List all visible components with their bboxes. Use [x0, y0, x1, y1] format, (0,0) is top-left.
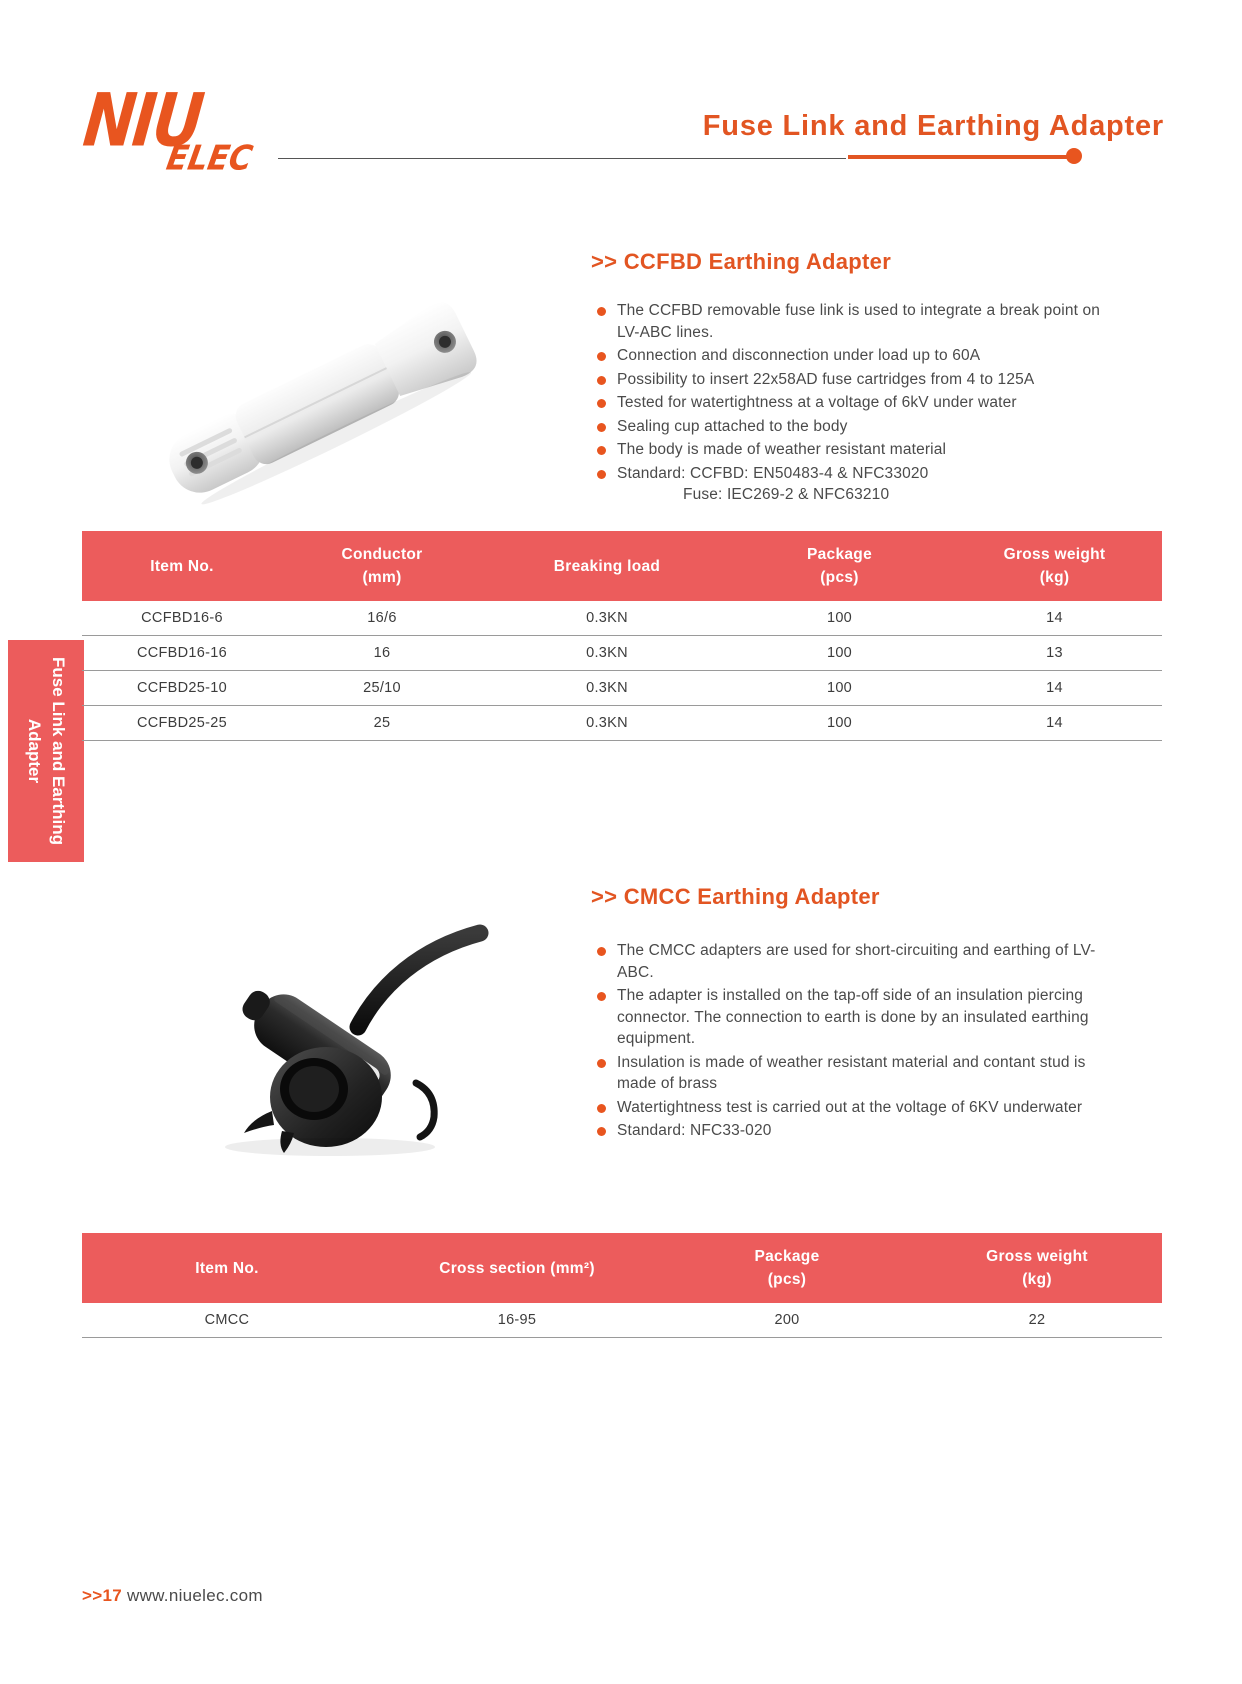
bullet-item [595, 463, 1105, 506]
header-line-1: Package [806, 546, 872, 563]
bullet-text: Tested for watertightness at a voltage of 6kV under water [617, 394, 1017, 411]
website-url: www.niuelec.com [127, 1586, 263, 1605]
bullet-text: The CCFBD removable fuse link is used to integrate a break point on LV-ABC lines. [617, 302, 1101, 341]
header-line-1: Item No. [150, 557, 214, 575]
bullet-text: Watertightness test is carried out at the voltage of 6KV underwater [617, 1098, 1083, 1116]
product-image-ccfbd-earthing-adapter [110, 290, 530, 520]
table-cell: CCFBD25-25 [82, 706, 282, 741]
table-cell: CCFBD16-6 [82, 601, 282, 636]
bullet-text: Standard: NFC33-020 [617, 1122, 772, 1139]
table-row [82, 706, 1162, 741]
header-line-2: (pcs) [767, 1271, 807, 1288]
table-cell: 0.3KN [482, 601, 732, 636]
table-cell: 16/6 [282, 601, 482, 636]
table-header-cell [662, 1233, 912, 1303]
bullet-text: The adapter is installed on the tap-off side of an insulation piercing connector. The connection to earth is done by an insulated earthing equipment. [617, 987, 1089, 1047]
table-cell: 16 [282, 636, 482, 671]
bullet-item [595, 392, 1105, 414]
table-cell: 0.3KN [482, 636, 732, 671]
table-header-row [82, 531, 1162, 601]
product-image-cmcc-earthing-adapter [130, 915, 530, 1160]
bullet-text: Standard: CCFBD: EN50483-4 & NFC33020 [617, 464, 929, 482]
company-logo [79, 76, 288, 179]
section-heading-cmcc: >> CMCC Earthing Adapter [591, 884, 880, 909]
bullet-item [595, 300, 1105, 343]
header-line-1: Breaking load [553, 557, 661, 575]
header-dot-icon [1066, 148, 1082, 164]
table-header-cell [482, 531, 732, 601]
section-heading-ccfbd: >> CCFBD Earthing Adapter [591, 249, 892, 274]
table-row [82, 636, 1162, 671]
header-divider-gray [278, 158, 846, 159]
table-header-cell [912, 1233, 1162, 1303]
header-line-1: Package [754, 1248, 820, 1265]
header-line-2: (pcs) [820, 569, 859, 586]
table-row [82, 1303, 1162, 1338]
bullet-dot-icon [597, 1127, 606, 1136]
bullet-text: Sealing cup attached to the body [617, 417, 848, 435]
page-number: >>17 [82, 1586, 122, 1605]
bullet-item [595, 1052, 1105, 1095]
table-cell: 200 [662, 1303, 912, 1338]
page-title: Fuse Link and Earthing Adapter [702, 110, 1164, 142]
bullet-list-ccfbd [595, 300, 1105, 508]
header-line-2: (mm) [362, 569, 402, 586]
table-cell: 22 [912, 1303, 1162, 1338]
bullet-text: Connection and disconnection under load up to 60A [617, 347, 981, 364]
table-cell: 0.3KN [482, 671, 732, 706]
header-line-2: (kg) [1039, 569, 1070, 586]
table-cell: 100 [732, 671, 947, 706]
table-cell: 25/10 [282, 671, 482, 706]
table-cell: 25 [282, 706, 482, 741]
bullet-text: Insulation is made of weather resistant material and contant stud is made of brass [617, 1053, 1086, 1092]
header-line-1: Conductor [341, 546, 423, 563]
page-header [0, 0, 1242, 190]
bullet-list-cmcc [595, 940, 1105, 1144]
side-tab-label: Fuse Link and Earthing Adapter [25, 657, 68, 845]
bullet-item [595, 369, 1105, 391]
header-line-1: Item No. [195, 1259, 259, 1277]
bullet-item [595, 1120, 1105, 1142]
table-cell: 0.3KN [482, 706, 732, 741]
table-cell: 14 [947, 671, 1162, 706]
bullet-dot-icon [597, 376, 606, 385]
bullet-item [595, 439, 1105, 461]
table-header-cell [82, 531, 282, 601]
table-cell: 13 [947, 636, 1162, 671]
bullet-text: Possibility to insert 22x58AD fuse cartridges from 4 to 125A [617, 370, 1035, 388]
bullet-item [595, 940, 1105, 983]
bullet-dot-icon [597, 470, 606, 479]
bullet-item [595, 1097, 1105, 1119]
bullet-dot-icon [597, 446, 606, 455]
table-cell: 14 [947, 706, 1162, 741]
header-line-1: Cross section (mm²) [439, 1259, 595, 1277]
bullet-dot-icon [597, 1104, 606, 1113]
bullet-item [595, 985, 1105, 1050]
bullet-dot-icon [597, 352, 606, 361]
page-footer [82, 1586, 263, 1606]
logo-secondary-text: ELEC [163, 138, 256, 179]
header-line-1: Gross weight [986, 1248, 1088, 1265]
table-cell: CCFBD16-16 [82, 636, 282, 671]
side-tab-fuse-link-and-earthing-adapter [8, 640, 84, 862]
bullet-subtext: Fuse: IEC269-2 & NFC63210 [683, 486, 890, 503]
specs-table-ccfbd [82, 531, 1162, 741]
table-header-cell [947, 531, 1162, 601]
header-line-2: (kg) [1022, 1271, 1052, 1288]
specs-table-cmcc [82, 1233, 1162, 1338]
table-cell: 100 [732, 601, 947, 636]
bullet-dot-icon [597, 947, 606, 956]
bullet-item [595, 416, 1105, 438]
bullet-dot-icon [597, 307, 606, 316]
table-header-cell [282, 531, 482, 601]
header-line-1: Gross weight [1003, 546, 1106, 563]
bullet-dot-icon [597, 1059, 606, 1068]
table-header-cell [82, 1233, 372, 1303]
table-cell: 16-95 [372, 1303, 662, 1338]
bullet-text: The body is made of weather resistant material [617, 441, 947, 458]
table-header-cell [372, 1233, 662, 1303]
bullet-dot-icon [597, 423, 606, 432]
table-cell: CCFBD25-10 [82, 671, 282, 706]
logo-primary-text: NIU [79, 76, 206, 164]
table-cell: CMCC [82, 1303, 372, 1338]
bullet-dot-icon [597, 399, 606, 408]
header-divider-orange [848, 155, 1070, 159]
table-cell: 14 [947, 601, 1162, 636]
bullet-dot-icon [597, 992, 606, 1001]
table-header-cell [732, 531, 947, 601]
table-cell: 100 [732, 636, 947, 671]
table-cell: 100 [732, 706, 947, 741]
table-row [82, 601, 1162, 636]
table-row [82, 671, 1162, 706]
bullet-text: The CMCC adapters are used for short-circuiting and earthing of LV-ABC. [617, 942, 1096, 981]
bullet-item [595, 345, 1105, 367]
table-header-row [82, 1233, 1162, 1303]
